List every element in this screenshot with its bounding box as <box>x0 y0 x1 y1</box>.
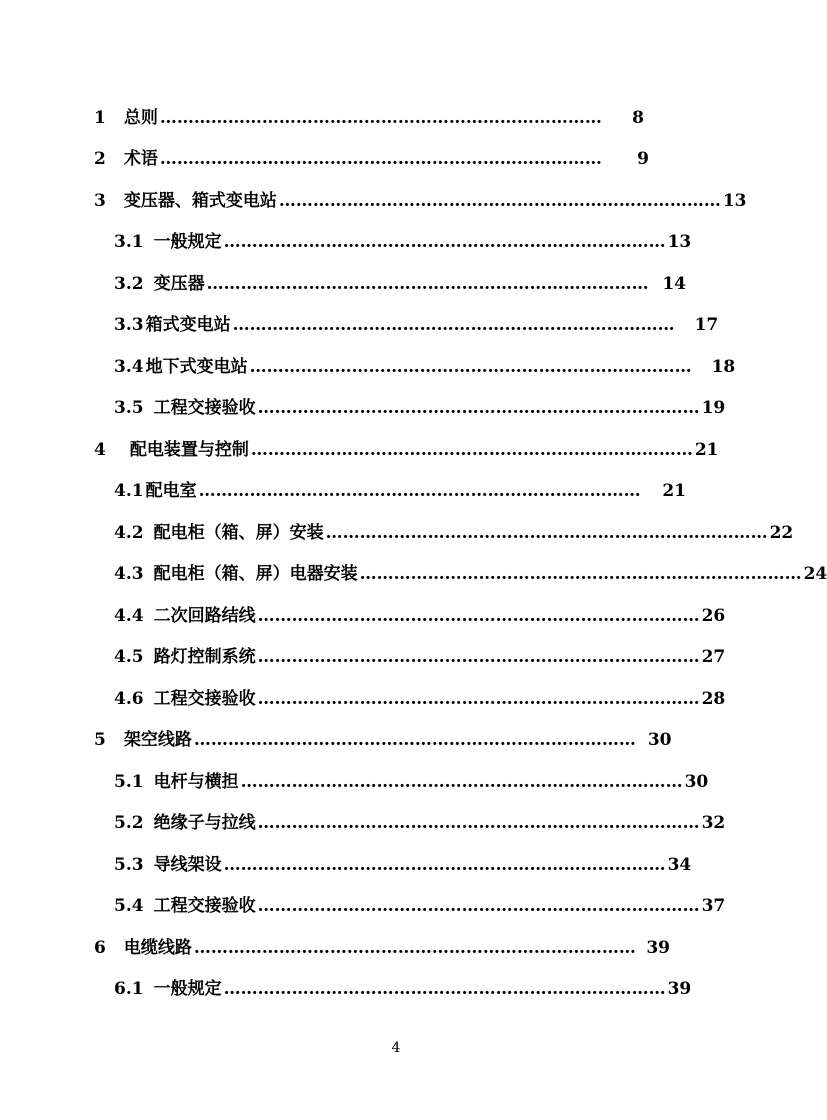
toc-entry-title: 工程交接验收 <box>153 689 256 709</box>
toc-entry[interactable] <box>114 355 736 379</box>
toc-entry-number: 5.2 <box>114 813 144 833</box>
toc-dot-leader: …………………………………………………………………… <box>159 108 602 128</box>
toc-entry[interactable] <box>94 189 747 213</box>
toc-dot-leader: …………………………………………………………………… <box>325 523 768 543</box>
toc-entry[interactable] <box>114 604 726 628</box>
toc-entry-title: 地下式变电站 <box>145 357 248 377</box>
toc-entry-number: 4.4 <box>114 606 144 626</box>
toc-entry-page: 27 <box>701 647 726 667</box>
toc-entry-page: 37 <box>701 896 726 916</box>
toc-dot-leader: …………………………………………………………………… <box>257 689 700 709</box>
toc-dot-leader: …………………………………………………………………… <box>232 315 675 335</box>
toc-entry-number: 6 <box>94 938 106 958</box>
toc-dot-leader: …………………………………………………………………… <box>223 855 666 875</box>
toc-entry-title: 电缆线路 <box>123 938 192 958</box>
toc-entry[interactable] <box>94 936 670 960</box>
toc-entry-title: 二次回路结线 <box>153 606 256 626</box>
toc-entry-page: 8 <box>632 108 644 128</box>
toc-entry-page: 13 <box>667 232 692 252</box>
toc-entry-number: 4.6 <box>114 689 144 709</box>
toc-entry-title: 一般规定 <box>153 979 222 999</box>
toc-entry-number: 4.2 <box>114 523 144 543</box>
toc-entry-page: 21 <box>694 440 719 460</box>
toc-entry-title: 电杆与横担 <box>153 772 239 792</box>
toc-dot-leader: …………………………………………………………………… <box>257 606 700 626</box>
toc-entry[interactable] <box>114 770 709 794</box>
toc-entry-page: 24 <box>803 564 827 584</box>
toc-entry[interactable] <box>94 438 719 462</box>
toc-entry-title: 配电室 <box>145 481 197 501</box>
toc-entry-title: 总则 <box>123 108 158 128</box>
toc-entry-page: 14 <box>662 274 686 294</box>
toc-entry-page: 19 <box>701 398 726 418</box>
toc-entry-number: 2 <box>94 149 106 169</box>
toc-entry-page: 26 <box>701 606 726 626</box>
toc-entry[interactable] <box>114 687 726 711</box>
toc-entry-page: 28 <box>701 689 726 709</box>
toc-entry-number: 4.5 <box>114 647 144 667</box>
toc-entry[interactable] <box>94 147 649 171</box>
toc-entry-page: 17 <box>694 315 719 335</box>
toc-dot-leader: …………………………………………………………………… <box>257 647 700 667</box>
toc-entry-title: 配电装置与控制 <box>129 440 249 460</box>
toc-entry-number: 4.3 <box>114 564 144 584</box>
toc-dot-leader: …………………………………………………………………… <box>257 813 700 833</box>
toc-dot-leader: …………………………………………………………………… <box>193 730 636 750</box>
toc-entry[interactable] <box>114 645 726 669</box>
toc-entry-page: 30 <box>647 730 672 750</box>
toc-entry[interactable] <box>114 396 726 420</box>
toc-entry-number: 3.4 <box>114 357 144 377</box>
toc-dot-leader: …………………………………………………………………… <box>257 896 700 916</box>
toc-dot-leader: …………………………………………………………………… <box>240 772 683 792</box>
toc-entry[interactable] <box>114 479 686 503</box>
toc-entry-number: 5 <box>94 730 106 750</box>
toc-entry[interactable] <box>114 562 827 586</box>
toc-entry[interactable] <box>114 811 726 835</box>
toc-entry[interactable] <box>114 853 692 877</box>
toc-entry[interactable] <box>114 894 726 918</box>
toc-dot-leader: …………………………………………………………………… <box>206 274 649 294</box>
toc-entry-number: 5.1 <box>114 772 144 792</box>
toc-entry-title: 工程交接验收 <box>153 398 256 418</box>
toc-dot-leader: …………………………………………………………………… <box>198 481 641 501</box>
toc-entry[interactable] <box>114 313 719 337</box>
toc-dot-leader: …………………………………………………………………… <box>278 191 721 211</box>
toc-entry-title: 绝缘子与拉线 <box>153 813 256 833</box>
toc-entry-title: 变压器 <box>153 274 205 294</box>
toc-entry-page: 32 <box>701 813 726 833</box>
toc-entry-number: 3.5 <box>114 398 144 418</box>
toc-dot-leader: …………………………………………………………………… <box>193 938 636 958</box>
toc-entry-page: 21 <box>662 481 686 501</box>
toc-entry-page: 18 <box>711 357 736 377</box>
toc-entry[interactable] <box>114 272 686 296</box>
toc-entry-page: 9 <box>637 149 649 169</box>
toc-entry-number: 3.1 <box>114 232 144 252</box>
toc-entry-page: 13 <box>722 191 747 211</box>
toc-entry-page: 39 <box>646 938 670 958</box>
toc-dot-leader: …………………………………………………………………… <box>359 564 802 584</box>
toc-entry-number: 1 <box>94 108 106 128</box>
toc-entry-number: 3 <box>94 191 106 211</box>
toc-entry-number: 5.3 <box>114 855 144 875</box>
toc-entry-title: 路灯控制系统 <box>153 647 256 667</box>
toc-entry[interactable] <box>114 977 692 1001</box>
toc-entry-page: 34 <box>667 855 692 875</box>
toc-entry-number: 5.4 <box>114 896 144 916</box>
toc-entry[interactable] <box>94 728 672 752</box>
toc-entry[interactable] <box>114 230 692 254</box>
toc-entry-title: 工程交接验收 <box>153 896 256 916</box>
toc-entry-title: 一般规定 <box>153 232 222 252</box>
toc-entry-title: 术语 <box>123 149 158 169</box>
toc-entry[interactable] <box>94 106 644 130</box>
toc-entry-number: 4 <box>94 440 106 460</box>
toc-entry-page: 22 <box>769 523 794 543</box>
toc-entry-title: 架空线路 <box>123 730 192 750</box>
toc-entry-number: 3.2 <box>114 274 144 294</box>
toc-entry-number: 4.1 <box>114 481 144 501</box>
toc-entry-title: 配电柜（箱、屏）安装 <box>153 523 324 543</box>
toc-dot-leader: …………………………………………………………………… <box>159 149 602 169</box>
toc-dot-leader: …………………………………………………………………… <box>250 440 693 460</box>
toc-dot-leader: …………………………………………………………………… <box>223 232 666 252</box>
toc-entry-title: 变压器、箱式变电站 <box>123 191 277 211</box>
toc-entry-title: 箱式变电站 <box>145 315 231 335</box>
toc-entry[interactable] <box>114 521 794 545</box>
page-number: 4 <box>391 1040 401 1056</box>
toc-entry-page: 39 <box>667 979 692 999</box>
toc-entry-title: 导线架设 <box>153 855 222 875</box>
toc-dot-leader: …………………………………………………………………… <box>257 398 700 418</box>
toc-dot-leader: …………………………………………………………………… <box>249 357 692 377</box>
toc-entry-number: 6.1 <box>114 979 144 999</box>
toc-entry-title: 配电柜（箱、屏）电器安装 <box>153 564 358 584</box>
toc-entry-page: 30 <box>684 772 709 792</box>
toc-dot-leader: …………………………………………………………………… <box>223 979 666 999</box>
toc-entry-number: 3.3 <box>114 315 144 335</box>
